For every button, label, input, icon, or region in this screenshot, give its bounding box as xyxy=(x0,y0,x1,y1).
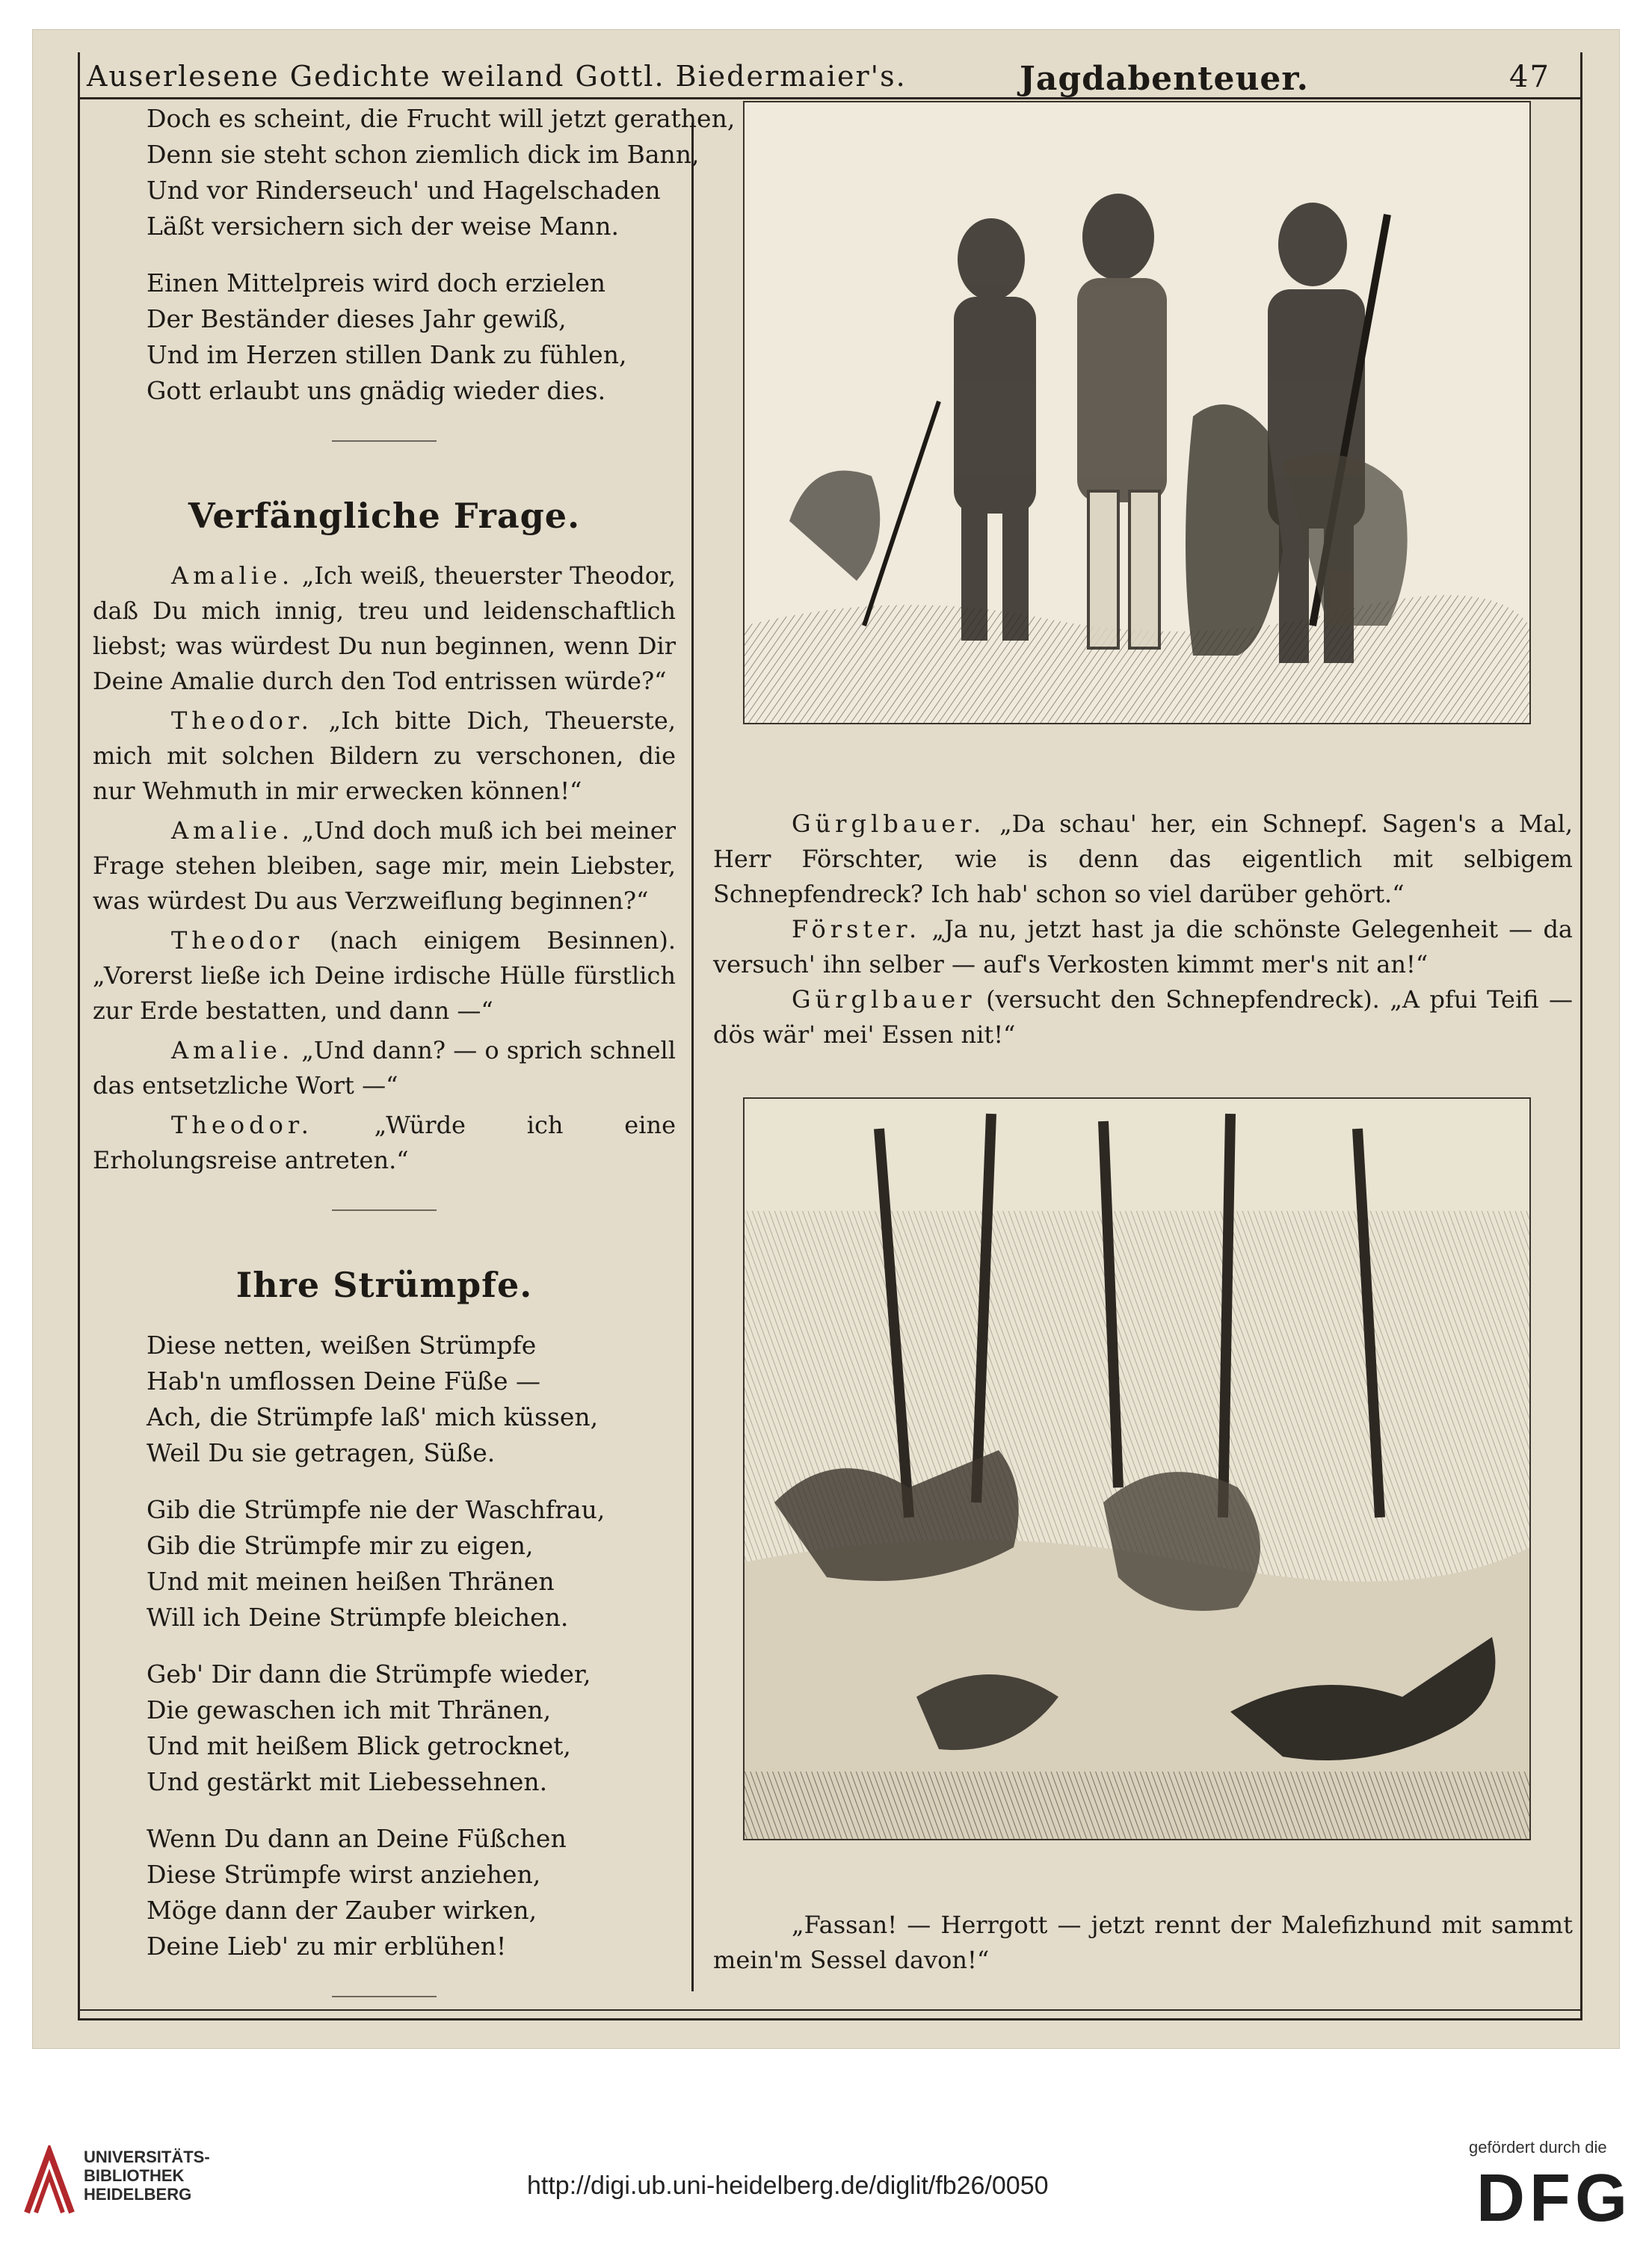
speaker-name: Förster. xyxy=(792,915,922,943)
stanza xyxy=(147,101,736,244)
stanza xyxy=(147,1821,676,1964)
hunters-engraving xyxy=(745,102,1529,723)
verse-line: Doch es scheint, die Frucht will jetzt gerathen, xyxy=(147,104,736,133)
dialogue-paragraph xyxy=(93,703,676,809)
speaker-name: Amalie. xyxy=(171,816,295,845)
hunters-dialogue xyxy=(713,807,1573,1052)
right-column xyxy=(713,101,1573,1978)
fox-hunt-caption: „Fassan! — Herrgott — jetzt rennt der Malefizhund mit sammt mein'm Sessel davon!“ xyxy=(713,1911,1573,1974)
dialogue-text: (versucht den Schnepfendreck). „A pfui Teifi — dös wär' mei' Essen nit!“ xyxy=(713,985,1573,1049)
verse-line: Der Beständer dieses Jahr gewiß, xyxy=(147,304,567,333)
verse-line: Wenn Du dann an Deine Füßchen xyxy=(147,1824,567,1853)
dialogue-text: „Würde ich eine Erholungsreise antreten.“ xyxy=(93,1111,676,1174)
dialogue-paragraph xyxy=(93,1108,676,1178)
running-title-center: Jagdabenteuer. xyxy=(1020,60,1309,98)
speaker-name: Gürglbauer. xyxy=(792,810,986,838)
verse-line: Deine Lieb' zu mir erblühen! xyxy=(147,1932,507,1961)
left-column xyxy=(93,101,736,2051)
section-title-struempfe: Ihre Strümpfe. xyxy=(235,1265,533,1305)
section-separator xyxy=(332,1209,437,1211)
dialogue-text: (nach einigem Besinnen). „Vorerst ließe ich Deine irdische Hülle fürstlich zur Erde bestatten, und dann —“ xyxy=(93,926,676,1025)
fox-hunt-engraving xyxy=(745,1099,1529,1839)
dialogue-text: „Ich weiß, theuerster Theodor, daß Du mich innig, treu und leidenschaftlich liebst; was würdest Du nun beginnen, wenn Dir Deine Amalie durch den Tod entrissen würde?“ xyxy=(93,561,676,695)
verse-line: Diese Strümpfe wirst anziehen, xyxy=(147,1860,541,1889)
stanza xyxy=(147,1492,676,1636)
verse-line: Möge dann der Zauber wirken, xyxy=(147,1896,537,1925)
dialogue-text: „Ich bitte Dich, Theuerste, mich mit solchen Bildern zu verschonen, die nur Wehmuth in mir erwecken können!“ xyxy=(93,706,676,805)
page-number: 47 xyxy=(1509,60,1550,94)
speaker-name: Theodor xyxy=(171,926,304,955)
verse-line: Und mit meinen heißen Thränen xyxy=(147,1567,555,1596)
verse-line: Läßt versichern sich der weise Mann. xyxy=(147,212,619,241)
dialogue-paragraph xyxy=(93,1033,676,1103)
university-library-logo-icon xyxy=(22,2145,76,2217)
verse-line: Weil Du sie getragen, Süße. xyxy=(147,1438,496,1467)
verse-line: Diese netten, weißen Strümpfe xyxy=(147,1331,537,1360)
dialogue-text: „Und doch muß ich bei meiner Frage stehen bleiben, sage mir, mein Liebster, was würdest Du aus Verzweiflung beginnen?“ xyxy=(93,816,676,915)
dialogue-paragraph xyxy=(93,813,676,919)
poem-continuation xyxy=(147,101,736,409)
digital-object-url[interactable]: http://digi.ub.uni-heidelberg.de/diglit/fb26/0050 xyxy=(527,2171,1049,2200)
running-title-left: Auserlesene Gedichte weiland Gottl. Biedermaier's. xyxy=(87,60,907,93)
verse-line: Hab'n umflossen Deine Füße — xyxy=(147,1366,540,1396)
verse-line: Gib die Strümpfe nie der Waschfrau, xyxy=(147,1495,605,1524)
scanned-page xyxy=(33,30,1619,2048)
verse-line: Und mit heißem Blick getrocknet, xyxy=(147,1731,571,1760)
verse-line: Will ich Deine Strümpfe bleichen. xyxy=(147,1603,569,1632)
dialogue-paragraph xyxy=(713,807,1573,912)
verse-line: Und vor Rinderseuch' und Hagelschaden xyxy=(147,176,661,205)
stanza xyxy=(147,265,676,409)
university-library-name xyxy=(84,2148,210,2204)
stanza xyxy=(147,1328,676,1471)
library-line: UNIVERSITÄTS- xyxy=(84,2148,210,2166)
library-line: HEIDELBERG xyxy=(84,2185,192,2204)
speaker-name: Theodor. xyxy=(171,1111,313,1139)
speaker-name: Gürglbauer xyxy=(792,985,976,1014)
dialogue-paragraph xyxy=(93,558,676,699)
verse-line: Die gewaschen ich mit Thränen, xyxy=(147,1695,552,1724)
dfg-logo: DFG xyxy=(1476,2161,1632,2236)
dialogue-text: „Da schau' her, ein Schnepf. Sagen's a Mal, Herr Förschter, wie is denn das eigentlich mit selbigem Schnepfendreck? Ich hab' schon so viel darüber gehört.“ xyxy=(713,810,1573,908)
verse-line: Und im Herzen stillen Dank zu fühlen, xyxy=(147,340,627,369)
speaker-name: Amalie. xyxy=(171,1036,295,1064)
dialogue-paragraph xyxy=(93,923,676,1029)
dialogue-paragraph xyxy=(713,982,1573,1052)
stanza xyxy=(147,1656,676,1800)
verse-line: Gott erlaubt uns gnädig wieder dies. xyxy=(147,376,606,405)
verse-line: Ach, die Strümpfe laß' mich küssen, xyxy=(147,1402,599,1431)
fox-hunt-illustration xyxy=(743,1097,1531,1840)
section-separator xyxy=(332,1996,437,1997)
library-line: BIBLIOTHEK xyxy=(84,2166,185,2185)
sponsor-text: gefördert durch die xyxy=(1469,2138,1607,2157)
digitization-footer xyxy=(0,2063,1652,2244)
verse-line: Und gestärkt mit Liebessehnen. xyxy=(147,1767,548,1796)
section-title-frage: Verfängliche Frage. xyxy=(188,496,581,536)
speaker-name: Theodor. xyxy=(171,706,313,735)
dialogue-paragraph xyxy=(713,912,1573,982)
dialogue-text: „Ja nu, jetzt hast ja die schönste Gelegenheit — da versuch' ihn selber — auf's Verkosten kimmt mer's nit an!“ xyxy=(713,915,1573,978)
verse-line: Gib die Strümpfe mir zu eigen, xyxy=(147,1531,534,1560)
dialogue-frage xyxy=(93,558,676,1178)
column-divider xyxy=(691,123,694,1991)
hunters-illustration xyxy=(743,101,1531,724)
speaker-name: Amalie. xyxy=(171,561,295,590)
verse-line: Denn sie steht schon ziemlich dick im Bann, xyxy=(147,140,700,169)
verse-line: Geb' Dir dann die Strümpfe wieder, xyxy=(147,1659,591,1689)
verse-line: Einen Mittelpreis wird doch erzielen xyxy=(147,268,606,298)
poem-struempfe xyxy=(147,1328,676,1964)
section-separator xyxy=(332,440,437,442)
dialogue-text: „Und dann? — o sprich schnell das entsetzliche Wort —“ xyxy=(93,1036,676,1100)
